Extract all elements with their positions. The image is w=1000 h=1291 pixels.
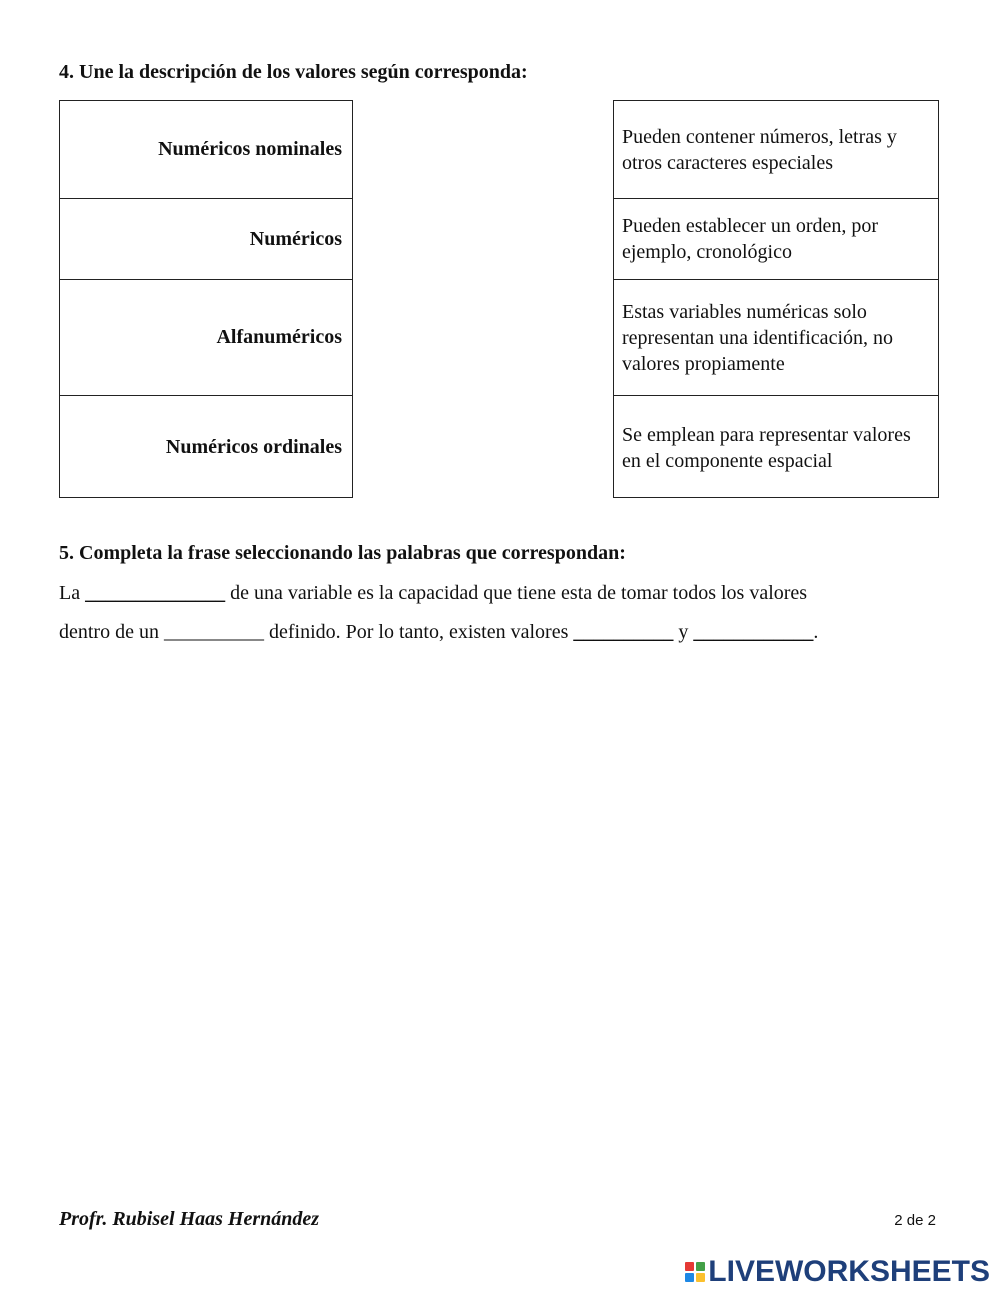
left-item-alfanumericos[interactable]: Alfanuméricos xyxy=(60,279,352,395)
line2-end-text: . xyxy=(813,621,819,643)
logo-square-icon xyxy=(696,1273,705,1282)
left-match-column xyxy=(59,100,353,498)
liveworksheets-brand-text: LIVEWORKSHEETS xyxy=(708,1255,990,1288)
right-item-2[interactable]: Pueden establecer un orden, por ejemplo, cronológico xyxy=(614,198,938,279)
blank-3[interactable]: __________ xyxy=(573,621,674,643)
liveworksheets-logo xyxy=(685,1255,990,1289)
blank-2[interactable]: __________ xyxy=(163,621,264,643)
line1-pre-text: La xyxy=(59,582,86,604)
blank-4[interactable]: ____________ xyxy=(693,621,814,643)
left-item-numericos[interactable]: Numéricos xyxy=(60,198,352,279)
question-4-title: 4. Une la descripción de los valores según corresponda: xyxy=(59,61,528,83)
logo-square-icon xyxy=(685,1273,694,1282)
liveworksheets-icon xyxy=(685,1262,705,1282)
question-5-title: 5. Completa la frase seleccionando las palabras que correspondan: xyxy=(59,542,626,564)
logo-square-icon xyxy=(685,1262,694,1271)
page-number: 2 de 2 xyxy=(894,1212,936,1229)
blank-1[interactable]: ______________ xyxy=(85,582,226,604)
right-item-4[interactable]: Se emplean para representar valores en el componente espacial xyxy=(614,395,938,499)
line2-mid-text-2: y xyxy=(673,621,694,643)
right-item-3[interactable]: Estas variables numéricas solo representan una identificación, no valores propiamente xyxy=(614,279,938,395)
logo-square-icon xyxy=(696,1262,705,1271)
line2-pre-text: dentro de un xyxy=(59,621,164,643)
line1-post-text: de una variable es la capacidad que tiene esta de tomar todos los valores xyxy=(225,582,808,604)
footer-author: Profr. Rubisel Haas Hernández xyxy=(59,1208,320,1230)
sentence-line-1 xyxy=(59,582,939,605)
sentence-line-2 xyxy=(59,621,939,644)
line2-mid-text-1: definido. Por lo tanto, existen valores xyxy=(263,621,574,643)
right-match-column xyxy=(613,100,939,498)
left-item-numericos-nominales[interactable]: Numéricos nominales xyxy=(158,138,342,160)
left-item-numericos-ordinales[interactable]: Numéricos ordinales xyxy=(60,395,352,499)
right-item-1[interactable]: Pueden contener números, letras y otros caracteres especiales xyxy=(622,125,897,174)
